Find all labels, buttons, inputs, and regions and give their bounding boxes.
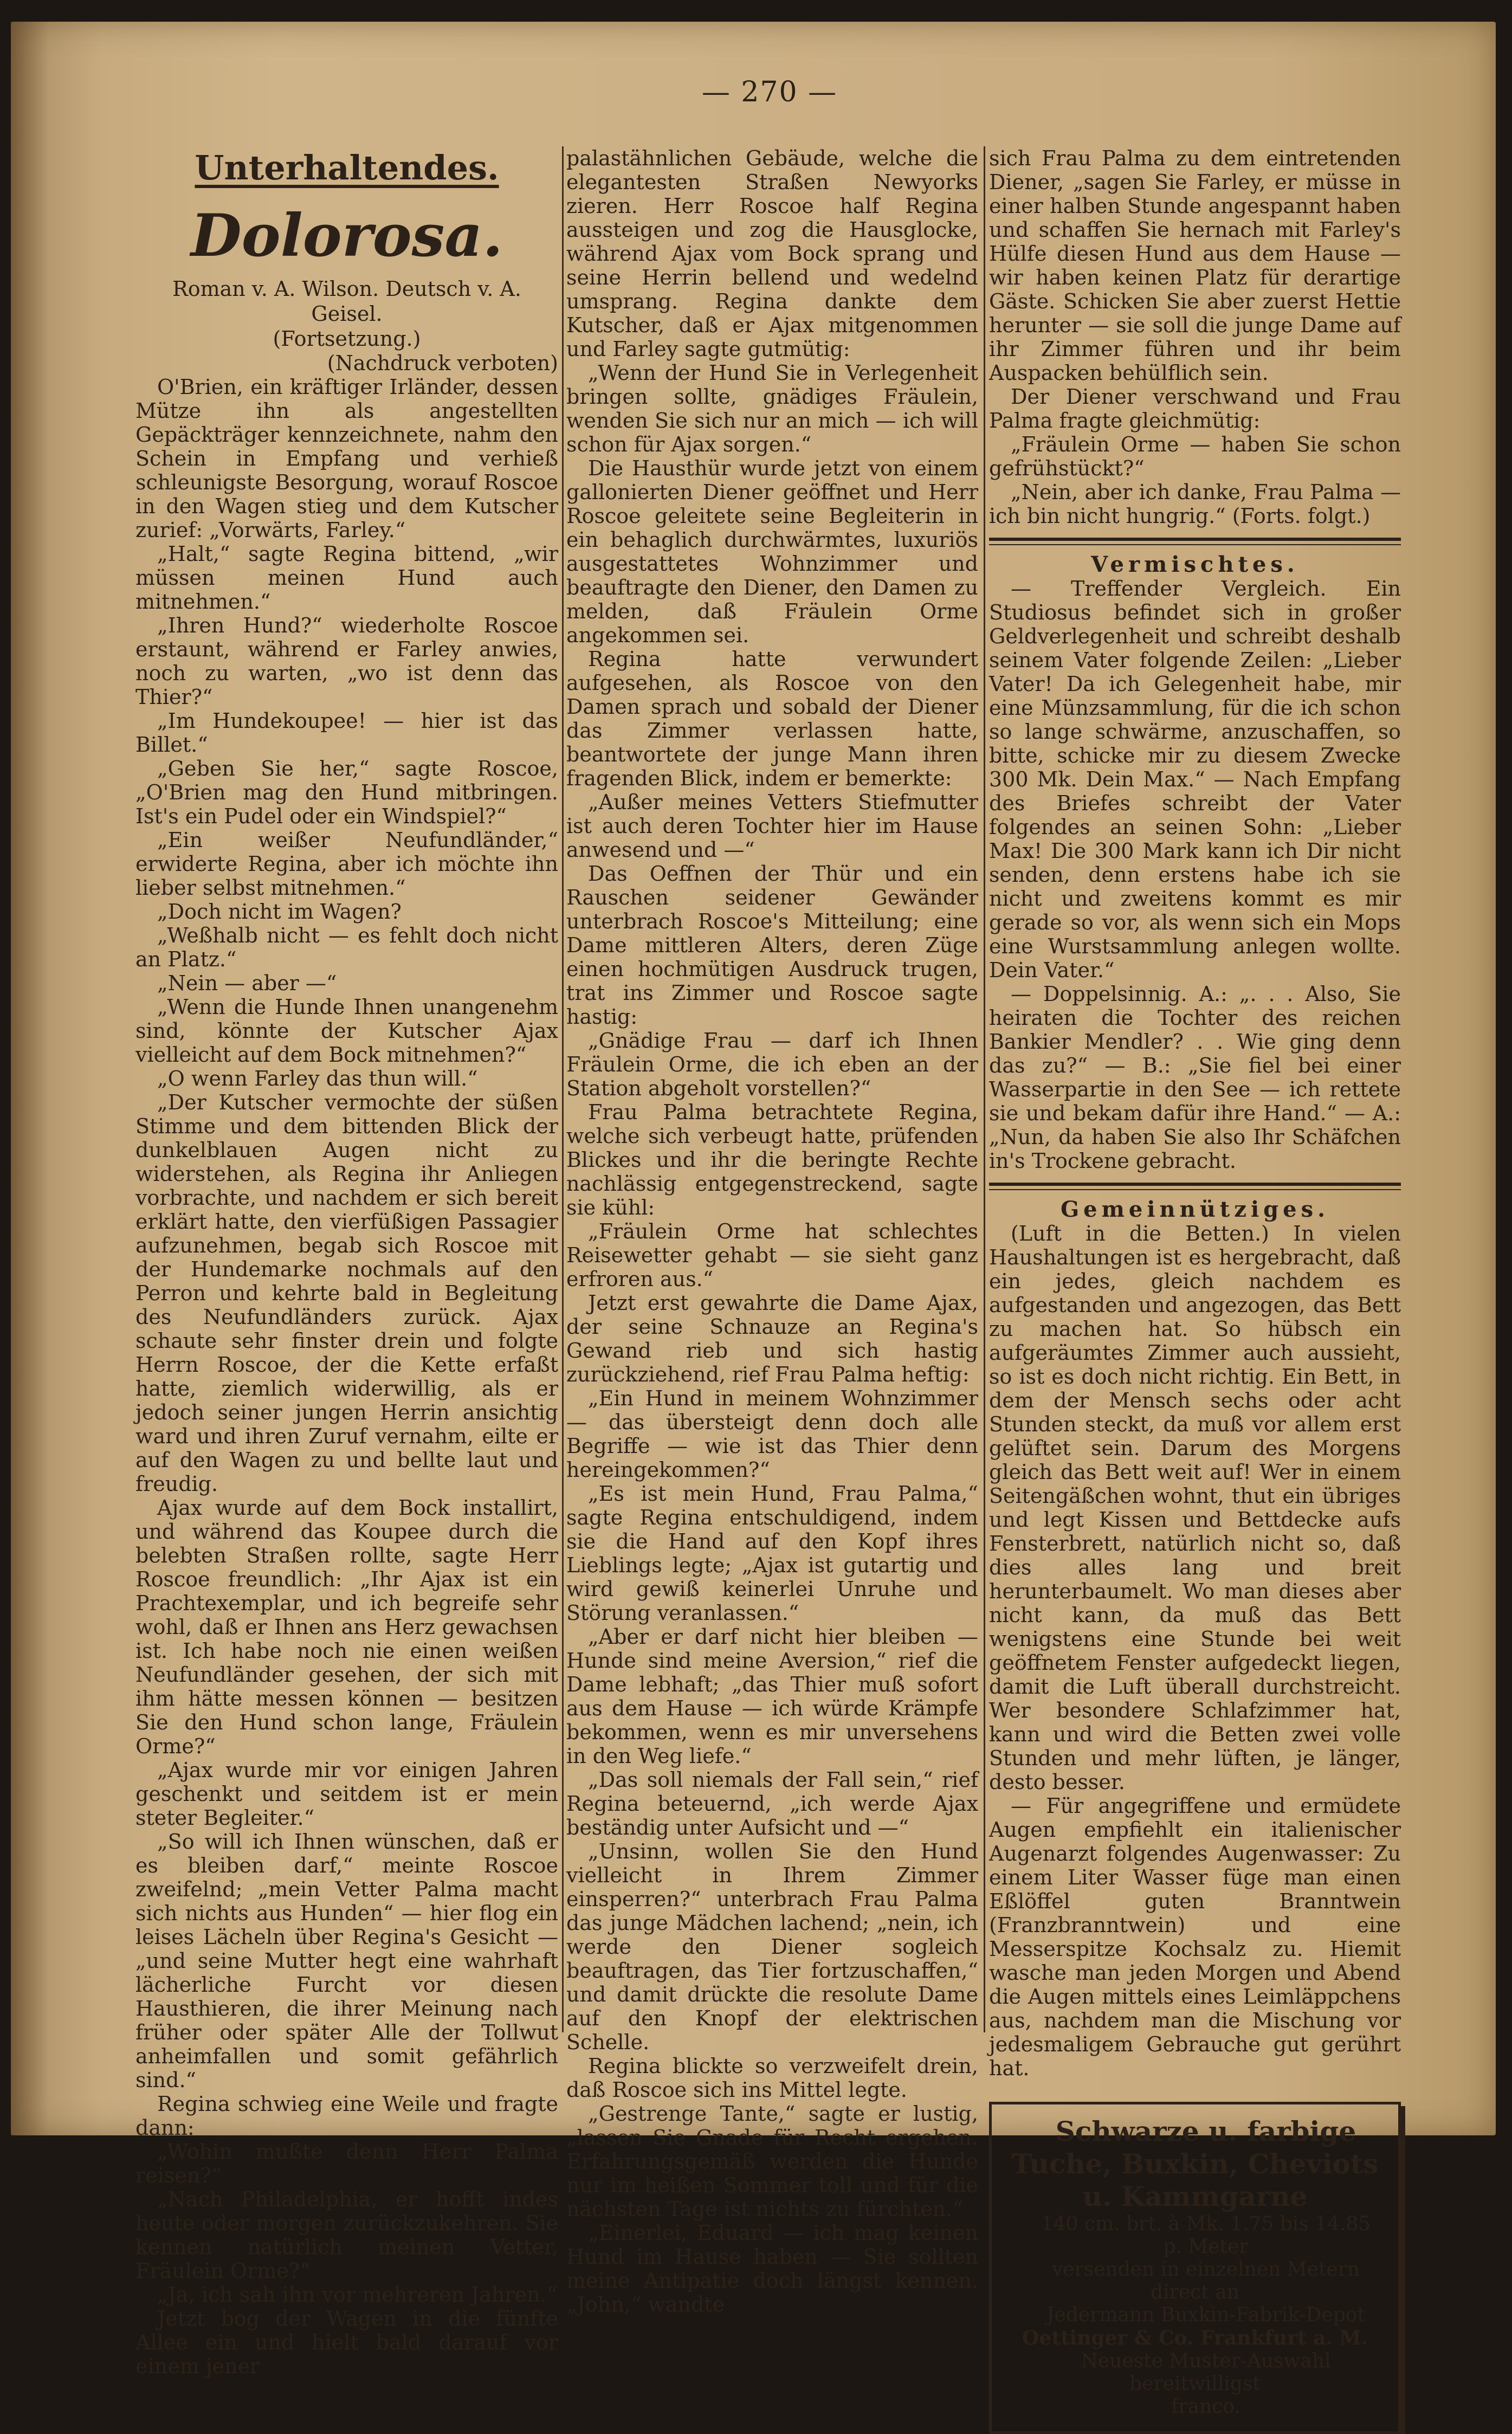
byline: Roman v. A. Wilson. Deutsch v. A. Geisel. bbox=[172, 277, 521, 326]
story-paragraph: „Außer meines Vetters Stiefmutter ist auch deren Tochter hier im Hause anwesend und —“ bbox=[566, 790, 978, 862]
story-paragraph: O'Brien, ein kräftiger Irländer, dessen Mütze ihn als angestellten Gepäckträger kennzeichnete, nahm den Schein in Empfang und verhieß schleunigste Besorgung, worauf Roscoe in den Wagen stieg und dem Kutscher zurief: „Vorwärts, Farley.“ bbox=[135, 375, 558, 542]
section-heading-gemeinnuetziges: Gemeinnütziges. bbox=[1060, 1197, 1330, 1222]
section-heading-unterhaltendes: Unterhaltendes. bbox=[195, 148, 499, 188]
story-paragraph: „Ihren Hund?“ wiederholte Roscoe erstaunt, während er Farley anwies, noch zu warten, „wo ist denn das Thier?“ bbox=[135, 614, 558, 709]
story-paragraph: „So will ich Ihnen wünschen, daß er es bleiben darf,“ meinte Roscoe zweifelnd; „mein Vetter Palma macht sich nichts aus Hunden“ — hier flog ein leises Lächeln über Regina's Gesicht — „und seine Mutter hegt eine wahrhaft lächerliche Furcht vor diesen Hausthieren, die ihrer Meinung nach früher oder später Alle der Tollwut anheimfallen und somit gefährlich sind.“ bbox=[135, 1830, 558, 2092]
story-paragraph: „O wenn Farley das thun will.“ bbox=[157, 1067, 478, 1090]
story-paragraph: „Der Kutscher vermochte der süßen Stimme und dem bittenden Blick der dunkelblauen Augen nicht zu widerstehen, als Regina ihr Anliegen vorbrachte, und nachdem er sich bereit erklärt hatte, den vierfüßigen Passagier aufzunehmen, begab sich Roscoe mit der Hundemarke nochmals auf den Perron und kehrte bald in Begleitung des Neufundländers zurück. Ajax schaute sehr finster drein und folgte Herrn Roscoe, der die Kette erfaßt hatte, ziemlich widerwillig, als er jedoch seiner jungen Herrin ansichtig ward und ihren Zuruf vernahm, eilte er auf den Wagen zu und bellte laut und freudig. bbox=[135, 1090, 558, 1496]
story-paragraph: Jetzt bog der Wagen in die fünfte Allee ein und hielt bald darauf vor einem jener bbox=[135, 2307, 558, 2378]
story-paragraph: „Fräulein Orme hat schlechtes Reisewetter gehabt — sie sieht ganz erfroren aus.“ bbox=[566, 1219, 978, 1291]
ad-title: Schwarze u. farbige Tuche, Buxkin, Cheviots u. Kammgarne bbox=[1011, 2115, 1379, 2212]
story-paragraph: „Nach Philadelphia, er hofft indes heute oder morgen zurückzukehren. Sie kennen natürlich meinen Vetter, Fräulein Orme?“ bbox=[135, 2187, 558, 2283]
ad-price: 140 cm. brt. à Mk. 1.75 bis 14.85 bbox=[1041, 2213, 1371, 2235]
ad-line-prefix: Jedermann Buxkin-Fabrik-Depot bbox=[1046, 2304, 1365, 2326]
column-2 bbox=[566, 146, 978, 2316]
page-spine-shadow bbox=[11, 22, 49, 2135]
story-paragraph: „Halt,“ sagte Regina bittend, „wir müssen meinen Hund auch mitnehmen.“ bbox=[135, 542, 558, 614]
story-paragraph: „Ein Hund in meinem Wohnzimmer — das übersteigt denn doch alle Begriffe — wie ist das Thier denn hereingekommen?“ bbox=[566, 1386, 978, 1482]
article-paragraph: — Für angegriffene und ermüdete Augen empfiehlt ein italienischer Augenarzt folgendes Augenwasser: Zu einem Liter Wasser füge man einen Eßlöffel guten Branntwein (Franzbranntwein) und eine Messerspitze Kochsalz zu. Hiemit wasche man jeden Morgen und Abend die Augen mittels eines Leimläppchens aus, nachdem man die Mischung vor jedesmaligem Gebrauche gut gerührt hat. bbox=[989, 1794, 1401, 2080]
ad-line: franco. bbox=[1171, 2396, 1240, 2418]
story-paragraph: „Es ist mein Hund, Frau Palma,“ sagte Regina entschuldigend, indem sie die Hand auf den Kopf ihres Lieblings legte; „Ajax ist gutartig und wird gewiß keinerlei Unruhe und Störung veranlassen.“ bbox=[566, 1482, 978, 1625]
column-3 bbox=[989, 146, 1401, 2434]
story-paragraph: palastähnlichen Gebäude, welche die elegantesten Straßen Newyorks zieren. Herr Roscoe half Regina aussteigen und zog die Hausglocke, während Ajax vom Bock sprang und seine Herrin bellend und wedelnd umsprang. Regina dankte dem Kutscher, daß er Ajax mitgenommen und Farley sagte gutmütig: bbox=[566, 146, 978, 361]
story-paragraph: „Wenn der Hund Sie in Verlegenheit bringen sollte, gnädiges Fräulein, wenden Sie sich nur an mich — ich will schon für Ajax sorgen.“ bbox=[566, 361, 978, 456]
story-paragraph: „Geben Sie her,“ sagte Roscoe, „O'Brien mag den Hund mitbringen. Ist's ein Pudel oder ein Windspiel?“ bbox=[135, 757, 558, 828]
story-paragraph: „Wohin mußte denn Herr Palma reisen?“ bbox=[135, 2140, 558, 2187]
story-paragraph: „Gnädige Frau — darf ich Ihnen Fräulein Orme, die ich eben an der Station abgeholt vorstellen?“ bbox=[566, 1029, 978, 1100]
article-paragraph: — Doppelsinnig. A.: „. . . Also, Sie heiraten die Tochter des reichen Bankier Mendler? . . Wie ging denn das zu?“ — B.: „Sie fiel bei einer Wasserpartie in den See — ich rettete sie und bekam dafür ihre Hand.“ — A.: „Nun, da haben Sie also Ihr Schäfchen in's Trockene gebracht. bbox=[989, 982, 1401, 1173]
ad-line bbox=[1001, 2304, 1388, 2350]
page-number: — 270 — bbox=[701, 76, 838, 108]
story-paragraph: „Fräulein Orme — haben Sie schon gefrühstückt?“ bbox=[989, 432, 1401, 480]
story-paragraph: Regina blickte so verzweifelt drein, daß Roscoe sich ins Mittel legte. bbox=[566, 2054, 978, 2102]
story-paragraph: „Nein — aber —“ bbox=[157, 971, 337, 995]
continuation-note: (Fortsetzung.) bbox=[273, 327, 421, 351]
story-paragraph: „Das soll niemals der Fall sein,“ rief Regina beteuernd, „ich werde Ajax beständig unter Aufsicht und —“ bbox=[566, 1768, 978, 1839]
story-paragraph: „Weßhalb nicht — es fehlt doch nicht an Platz.“ bbox=[135, 924, 558, 971]
section-heading-vermischtes: Vermischtes. bbox=[1091, 552, 1299, 577]
ad-company: Oettinger & Co. Frankfurt a. M. bbox=[1022, 2327, 1368, 2349]
story-paragraph: Das Oeffnen der Thür und ein Rauschen seidener Gewänder unterbrach Roscoe's Mitteilung; eine Dame mittleren Alters, deren Züge einen hochmütigen Ausdruck trugen, trat ins Zimmer und Roscoe sagte hastig: bbox=[566, 862, 978, 1029]
story-paragraph: „Im Hundekoupee! — hier ist das Billet.“ bbox=[135, 709, 558, 757]
advertisement-box bbox=[989, 2102, 1401, 2434]
column-1 bbox=[135, 146, 558, 2378]
article-paragraph: — Treffender Vergleich. Ein Studiosus befindet sich in großer Geldverlegenheit und schreibt deshalb seinem Vater folgende Zeilen: „Lieber Vater! Da ich Gelegenheit habe, mir eine Münzsammlung, für die ich schon so lange schwärme, anzuschaffen, so bitte, schicke mir zu diesem Zwecke 300 Mk. Dein Max.“ — Nach Empfang des Briefes schreibt der Vater folgendes an seinen Sohn: „Lieber Max! Die 300 Mark kann ich Dir nicht senden, denn erstens habe ich sie nicht und zweitens kommt es mir gerade so vor, als wenn sich ein Mops eine Wurstsammlung anlegen wollte. Dein Vater.“ bbox=[989, 577, 1401, 982]
ad-line: Neueste Muster-Auswahl bereitwilligst bbox=[1081, 2350, 1331, 2395]
reprint-notice: (Nachdruck verboten) bbox=[327, 351, 558, 375]
ad-line: versenden in einzelnen Metern direct an bbox=[1051, 2258, 1360, 2303]
story-paragraph: „Doch nicht im Wagen? bbox=[157, 900, 402, 924]
story-paragraph: „Ja, ich sah ihn vor mehreren Jahren.“ bbox=[157, 2283, 558, 2307]
section-rule bbox=[989, 1189, 1401, 1190]
story-paragraph: „Ein weißer Neufundländer,“ erwiderte Regina, aber ich möchte ihn lieber selbst mitnehmen.“ bbox=[135, 828, 558, 900]
ad-unit: p. Meter bbox=[1163, 2236, 1249, 2258]
story-paragraph: „Nein, aber ich danke, Frau Palma — ich bin nicht hungrig.“ (Forts. folgt.) bbox=[989, 480, 1401, 528]
story-paragraph: sich Frau Palma zu dem eintretenden Diener, „sagen Sie Farley, er müsse in einer halben Stunde angespannt haben und schaffen Sie hernach mit Farley's Hülfe diesen Hund aus dem Hause — wir haben keinen Platz für derartige Gäste. Schicken Sie aber zuerst Hettie herunter — sie soll die junge Dame auf ihr Zimmer führen und ihr beim Auspacken behülflich sein. bbox=[989, 146, 1401, 385]
story-paragraph: Die Hausthür wurde jetzt von einem gallonierten Diener geöffnet und Herr Roscoe geleitete seine Begleiterin in ein behaglich durchwärmtes, luxuriös ausgestattetes Wohnzimmer und beauftragte den Diener, den Damen zu melden, daß Fräulein Orme angekommen sei. bbox=[566, 456, 978, 647]
column-divider-2 bbox=[984, 146, 985, 2032]
story-paragraph: Regina schwieg eine Weile und fragte dann: bbox=[135, 2092, 558, 2140]
story-paragraph: Jetzt erst gewahrte die Dame Ajax, der seine Schnauze an Regina's Gewand rieb und sich hastig zurückziehend, rief Frau Palma heftig: bbox=[566, 1291, 978, 1386]
story-paragraph: „Aber er darf nicht hier bleiben — Hunde sind meine Aversion,“ rief die Dame lebhaft; „das Thier muß sofort aus dem Hause — ich würde Krämpfe bekommen, wenn es mir unversehens in den Weg liefe.“ bbox=[566, 1625, 978, 1768]
story-paragraph: „Einerlei, Eduard — ich mag keinen Hund im Hause haben — Sie sollten meine Antipatie doch längst kennen. „John,“ wandte bbox=[566, 2221, 978, 2316]
story-paragraph: „Unsinn, wollen Sie den Hund vielleicht in Ihrem Zimmer einsperren?“ unterbrach Frau Palma das junge Mädchen lachend; „nein, ich werde den Diener sogleich beauftragen, das Tier fortzuschaffen,“ und damit drückte die resolute Dame auf den Knopf der elektrischen Schelle. bbox=[566, 1839, 978, 2054]
story-paragraph: „Gestrenge Tante,“ sagte er lustig, „lassen Sie Gnade für Recht ergehen. Erfahrungsgemäß werden die Hunde nur im heißen Sommer toll und für die nächsten Tage ist nichts zu fürchten.“ bbox=[566, 2102, 978, 2221]
story-paragraph: Der Diener verschwand und Frau Palma fragte gleichmütig: bbox=[989, 385, 1401, 432]
story-paragraph: „Ajax wurde mir vor einigen Jahren geschenkt und seitdem ist er mein steter Begleiter.“ bbox=[135, 1758, 558, 1830]
section-rule bbox=[989, 538, 1401, 541]
story-title: Dolorosa. bbox=[190, 202, 503, 270]
story-paragraph: Regina hatte verwundert aufgesehen, als Roscoe von den Damen sprach und sobald der Diener das Zimmer verlassen hatte, beantwortete der junge Mann ihren fragenden Blick, indem er bemerkte: bbox=[566, 647, 978, 790]
section-rule bbox=[989, 544, 1401, 545]
story-paragraph: Frau Palma betrachtete Regina, welche sich verbeugt hatte, prüfenden Blickes und ihr die beringte Rechte nachlässig entgegenstreckend, sagte sie kühl: bbox=[566, 1100, 978, 1219]
story-paragraph: „Wenn die Hunde Ihnen unangenehm sind, könnte der Kutscher Ajax vielleicht auf dem Bock mitnehmen?“ bbox=[135, 995, 558, 1067]
article-paragraph: (Luft in die Betten.) In vielen Haushaltungen ist es hergebracht, daß ein jedes, gleich nachdem es aufgestanden und angezogen, das Bett zu machen hat. So hübsch ein aufgeräumtes Zimmer auch aussieht, so ist es doch nicht richtig. Ein Bett, in dem der Mensch sechs oder acht Stunden steckt, da muß vor allem erst gelüftet sein. Darum des Morgens gleich das Bett weit auf! Wer in einem Seitengäßchen wohnt, thut ein übriges und legt Kissen und Bettdecke aufs Fensterbrett, natürlich nicht so, daß dies alles lang und breit herunterbaumelt. Wo man dieses aber nicht kann, da muß das Bett wenigstens eine Stunde bei weit geöffnetem Fenster aufgedeckt liegen, damit die Luft überall durchstreicht. Wer besondere Schlafzimmer hat, kann und wird die Betten zwei volle Stunden und mehr lüften, je länger, desto besser. bbox=[989, 1222, 1401, 1794]
column-divider-1 bbox=[562, 146, 564, 2032]
section-rule bbox=[989, 1183, 1401, 1186]
story-paragraph: Ajax wurde auf dem Bock installirt, und während das Koupee durch die belebten Straßen rollte, sagte Herr Roscoe freundlich: „Ihr Ajax ist ein Prachtexemplar, und ich begreife sehr wohl, daß er Ihnen ans Herz gewachsen ist. Ich habe noch nie einen weißen Neufundländer gesehen, der sich mit ihm hätte messen können — besitzen Sie den Hund schon lange, Fräulein Orme?“ bbox=[135, 1496, 558, 1758]
